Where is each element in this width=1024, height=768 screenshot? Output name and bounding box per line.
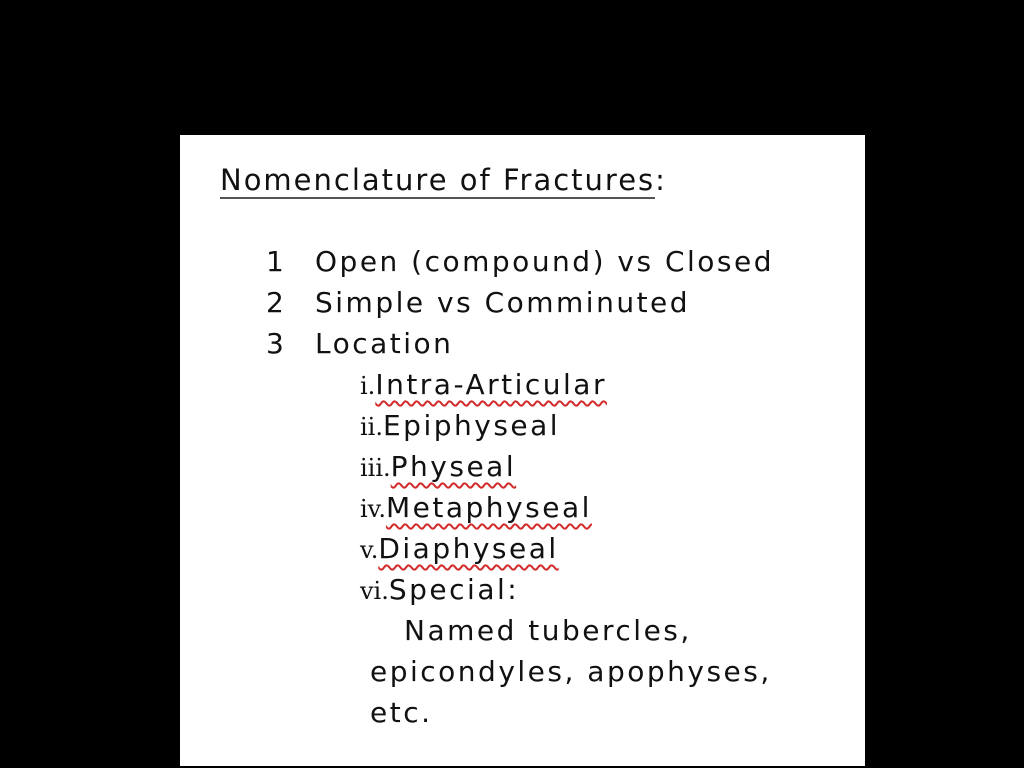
roman-marker: iii. <box>360 454 391 482</box>
location-item-label: Metaphyseal <box>386 491 592 524</box>
roman-marker: ii. <box>360 413 383 441</box>
location-item-diaphyseal <box>360 532 559 565</box>
roman-marker: i. <box>360 372 376 400</box>
roman-marker: v. <box>360 536 379 564</box>
location-item-label: Physeal <box>390 450 517 483</box>
numbered-item-2-number: 2 <box>266 286 284 319</box>
special-detail-line-2: epicondyles, apophyses, <box>370 655 772 688</box>
location-item-label: Special: <box>388 573 520 606</box>
slide-canvas <box>180 135 865 766</box>
location-item-label: Epiphyseal <box>382 409 561 442</box>
location-item-physeal <box>360 450 516 483</box>
roman-marker: vi. <box>360 577 389 605</box>
numbered-item-3-number: 3 <box>266 327 284 360</box>
slide-title <box>220 163 667 197</box>
location-item-metaphyseal <box>360 491 592 524</box>
location-item-epiphyseal <box>360 409 560 442</box>
numbered-item-3-text: Location <box>315 327 454 360</box>
location-item-intra-articular <box>360 368 607 401</box>
special-detail-line-3: etc. <box>370 696 433 729</box>
numbered-item-2-text: Simple vs Comminuted <box>315 286 691 319</box>
location-item-label: Intra-Articular <box>375 368 607 401</box>
roman-marker: iv. <box>360 495 387 523</box>
numbered-item-1-text: Open (compound) vs Closed <box>315 245 775 278</box>
numbered-item-1-number: 1 <box>266 245 284 278</box>
special-detail-line-1: Named tubercles, <box>404 614 692 647</box>
location-item-label: Diaphyseal <box>378 532 559 565</box>
location-item-special <box>360 573 519 606</box>
slide-title-text: Nomenclature of Fractures <box>220 163 656 197</box>
slide-title-colon: : <box>655 163 667 197</box>
